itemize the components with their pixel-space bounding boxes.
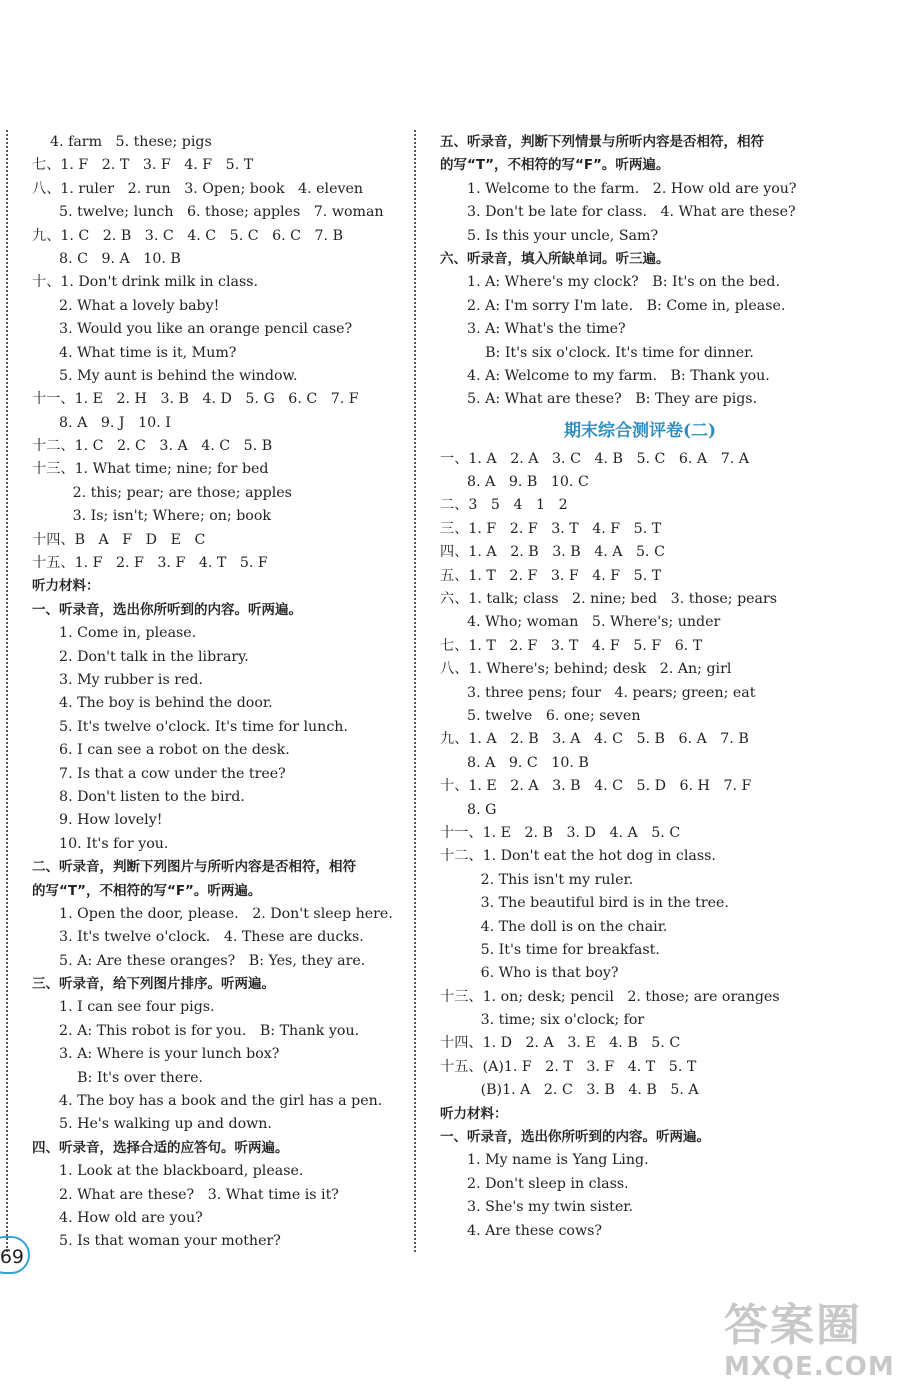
answer-line: 8. Don't listen to the bird. xyxy=(32,788,245,805)
answer-line: B: It's six o'clock. It's time for dinner. xyxy=(440,344,754,361)
answer-line: 8. A 9. J 10. I xyxy=(32,414,171,431)
page-number: 69 xyxy=(0,1236,30,1274)
answer-line: 十二、1. C 2. C 3. A 4. C 5. B xyxy=(32,438,273,455)
answer-line: 5. Is that woman your mother? xyxy=(32,1233,281,1250)
answer-line: 八、1. Where's; behind; desk 2. An; girl xyxy=(440,661,732,678)
answer-line: 5. twelve 6. one; seven xyxy=(440,707,641,724)
answer-line: 1. Come in, please. xyxy=(32,625,197,642)
answer-line: 1. Welcome to the farm. 2. How old are you? xyxy=(440,180,797,197)
answer-line: 3. three pens; four 4. pears; green; eat xyxy=(440,684,756,701)
answer-line: 4. farm 5. these; pigs xyxy=(32,134,212,150)
answer-line: 3. Don't be late for class. 4. What are these? xyxy=(440,204,796,221)
answer-line: 4. Are these cows? xyxy=(440,1222,602,1239)
answer-line: 十、1. E 2. A 3. B 4. C 5. D 6. H 7. F xyxy=(440,778,752,795)
answer-line: 6. I can see a robot on the desk. xyxy=(32,742,290,759)
answer-line: 十四、1. D 2. A 3. E 4. B 5. C xyxy=(440,1035,681,1052)
answer-line: 8. C 9. A 10. B xyxy=(32,250,181,267)
answer-line: 十一、1. E 2. H 3. B 4. D 5. G 6. C 7. F xyxy=(32,391,359,408)
answer-line: (B)1. A 2. C 3. B 4. B 5. A xyxy=(440,1082,699,1099)
answer-line: 3. A: Where is your lunch box? xyxy=(32,1046,280,1063)
answer-line: 5. Is this your uncle, Sam? xyxy=(440,227,659,244)
answer-line: 3. The beautiful bird is in the tree. xyxy=(440,895,729,912)
answer-line: 3. time; six o'clock; for xyxy=(440,1012,645,1029)
answer-line: 5. twelve; lunch 6. those; apples 7. woman xyxy=(32,204,384,221)
answer-line: 2. A: I'm sorry I'm late. B: Come in, please. xyxy=(440,297,786,314)
answer-line: 5. He's walking up and down. xyxy=(32,1116,272,1133)
binding-dots-left xyxy=(6,130,8,1252)
section-heading: 听力材料： xyxy=(440,1105,508,1122)
answer-line: 5. A: Are these oranges? B: Yes, they are. xyxy=(32,952,366,969)
section-heading: 五、听录音，判断下列情景与所听内容是否相符，相符 xyxy=(440,134,764,150)
answer-line: 4. How old are you? xyxy=(32,1209,203,1226)
answer-line: 1. Look at the blackboard, please. xyxy=(32,1163,304,1180)
section-heading: 四、听录音，选择合适的应答句。听两遍。 xyxy=(32,1139,289,1156)
answer-line: 八、1. ruler 2. run 3. Open; book 4. eleven xyxy=(32,180,364,197)
answer-line: 九、1. A 2. B 3. A 4. C 5. B 6. A 7. B xyxy=(440,731,749,748)
answer-line: 3. My rubber is red. xyxy=(32,671,204,688)
answer-line: 5. It's time for breakfast. xyxy=(440,941,660,958)
answer-line: 1. I can see four pigs. xyxy=(32,999,215,1016)
answer-line: B: It's over there. xyxy=(32,1069,203,1086)
answer-line: 6. Who is that boy? xyxy=(440,965,619,982)
answer-line: 4. The doll is on the chair. xyxy=(440,918,668,935)
section-heading: 的写“T”，不相符的写“F”。听两遍。 xyxy=(32,882,262,899)
answer-line: 1. A: Where's my clock? B: It's on the bed. xyxy=(440,274,781,291)
answer-line: 十一、1. E 2. B 3. D 4. A 5. C xyxy=(440,824,681,841)
answer-line: 2. Don't sleep in class. xyxy=(440,1175,629,1192)
answer-line: 一、1. A 2. A 3. C 4. B 5. C 6. A 7. A xyxy=(440,450,749,467)
answer-line: 三、1. F 2. F 3. T 4. F 5. T xyxy=(440,520,662,537)
answer-line: 3. A: What's the time? xyxy=(440,321,626,338)
section-heading: 三、听录音，给下列图片排序。听两遍。 xyxy=(32,976,275,993)
answer-line: 2. this; pear; are those; apples xyxy=(32,484,292,501)
answer-line: 十三、1. What time; nine; for bed xyxy=(32,461,269,478)
answer-line: 4. The boy is behind the door. xyxy=(32,695,273,712)
answer-line: 六、1. talk; class 2. nine; bed 3. those; pears xyxy=(440,591,778,608)
answer-line: 3. Would you like an orange pencil case? xyxy=(32,321,353,338)
answer-line: 7. Is that a cow under the tree? xyxy=(32,765,286,782)
watermark-site: MXQE.COM xyxy=(724,1352,895,1382)
answer-line: 10. It's for you. xyxy=(32,835,169,852)
answer-line: 4. The boy has a book and the girl has a pen. xyxy=(32,1093,383,1110)
section-heading: 一、听录音，选出你所听到的内容。听两遍。 xyxy=(440,1129,710,1146)
answer-line: 2. A: This robot is for you. B: Thank you. xyxy=(32,1022,360,1039)
answer-line: 2. This isn't my ruler. xyxy=(440,871,634,888)
answer-line: 1. My name is Yang Ling. xyxy=(440,1152,649,1169)
answer-line: 2. What are these? 3. What time is it? xyxy=(32,1186,339,1203)
answer-line: 2. What a lovely baby! xyxy=(32,297,220,314)
answer-line: 十二、1. Don't eat the hot dog in class. xyxy=(440,848,716,865)
answer-line: 十、1. Don't drink milk in class. xyxy=(32,274,259,291)
answer-line: 七、1. T 2. F 3. T 4. F 5. F 6. T xyxy=(440,637,703,654)
answer-line: 十四、B A F D E C xyxy=(32,531,206,548)
section-heading: 二、听录音，判断下列图片与所听内容是否相符，相符 xyxy=(32,859,356,876)
watermark-chars: 答案圈 xyxy=(724,1300,862,1351)
answer-line: 5. It's twelve o'clock. It's time for lunch. xyxy=(32,718,348,735)
answer-line: 8. A 9. C 10. B xyxy=(440,754,589,771)
answer-line: 5. A: What are these? B: They are pigs. xyxy=(440,391,758,408)
answer-line: 十五、(A)1. F 2. T 3. F 4. T 5. T xyxy=(440,1058,697,1075)
answer-line: 3. Is; isn't; Where; on; book xyxy=(32,508,271,525)
answer-line: 九、1. C 2. B 3. C 4. C 5. C 6. C 7. B xyxy=(32,227,344,244)
answer-line: 七、1. F 2. T 3. F 4. F 5. T xyxy=(32,157,254,174)
answer-line: 4. What time is it, Mum? xyxy=(32,344,237,361)
section-heading: 的写“T”，不相符的写“F”。听两遍。 xyxy=(440,157,670,174)
right-answer-column xyxy=(440,131,840,1243)
answer-line: 5. My aunt is behind the window. xyxy=(32,367,298,384)
answer-line: 四、1. A 2. B 3. B 4. A 5. C xyxy=(440,544,665,561)
answer-line: 9. How lovely! xyxy=(32,812,163,829)
answer-line: 3. She's my twin sister. xyxy=(440,1199,633,1216)
section-heading: 一、听录音，选出你所听到的内容。听两遍。 xyxy=(32,601,302,618)
left-answer-column xyxy=(32,131,427,1254)
answer-line: 3. It's twelve o'clock. 4. These are ducks. xyxy=(32,929,364,946)
answer-line: 4. Who; woman 5. Where's; under xyxy=(440,614,721,631)
answer-line: 十五、1. F 2. F 3. F 4. T 5. F xyxy=(32,555,268,572)
answer-line: 2. Don't talk in the library. xyxy=(32,648,249,665)
exam-title: 期末综合测评卷(二) xyxy=(563,420,717,441)
answer-line: 1. Open the door, please. 2. Don't sleep here. xyxy=(32,905,393,922)
section-heading: 六、听录音，填入所缺单词。听三遍。 xyxy=(440,250,670,267)
answer-line: 五、1. T 2. F 3. F 4. F 5. T xyxy=(440,567,662,584)
watermark-logo xyxy=(724,1300,894,1386)
answer-line: 8. A 9. B 10. C xyxy=(440,474,589,491)
answer-line: 二、3 5 4 1 2 xyxy=(440,497,568,514)
answer-line: 十三、1. on; desk; pencil 2. those; are oranges xyxy=(440,988,780,1005)
answer-line: 8. G xyxy=(440,801,497,818)
answer-line: 4. A: Welcome to my farm. B: Thank you. xyxy=(440,367,770,384)
section-heading: 听力材料： xyxy=(32,578,100,595)
